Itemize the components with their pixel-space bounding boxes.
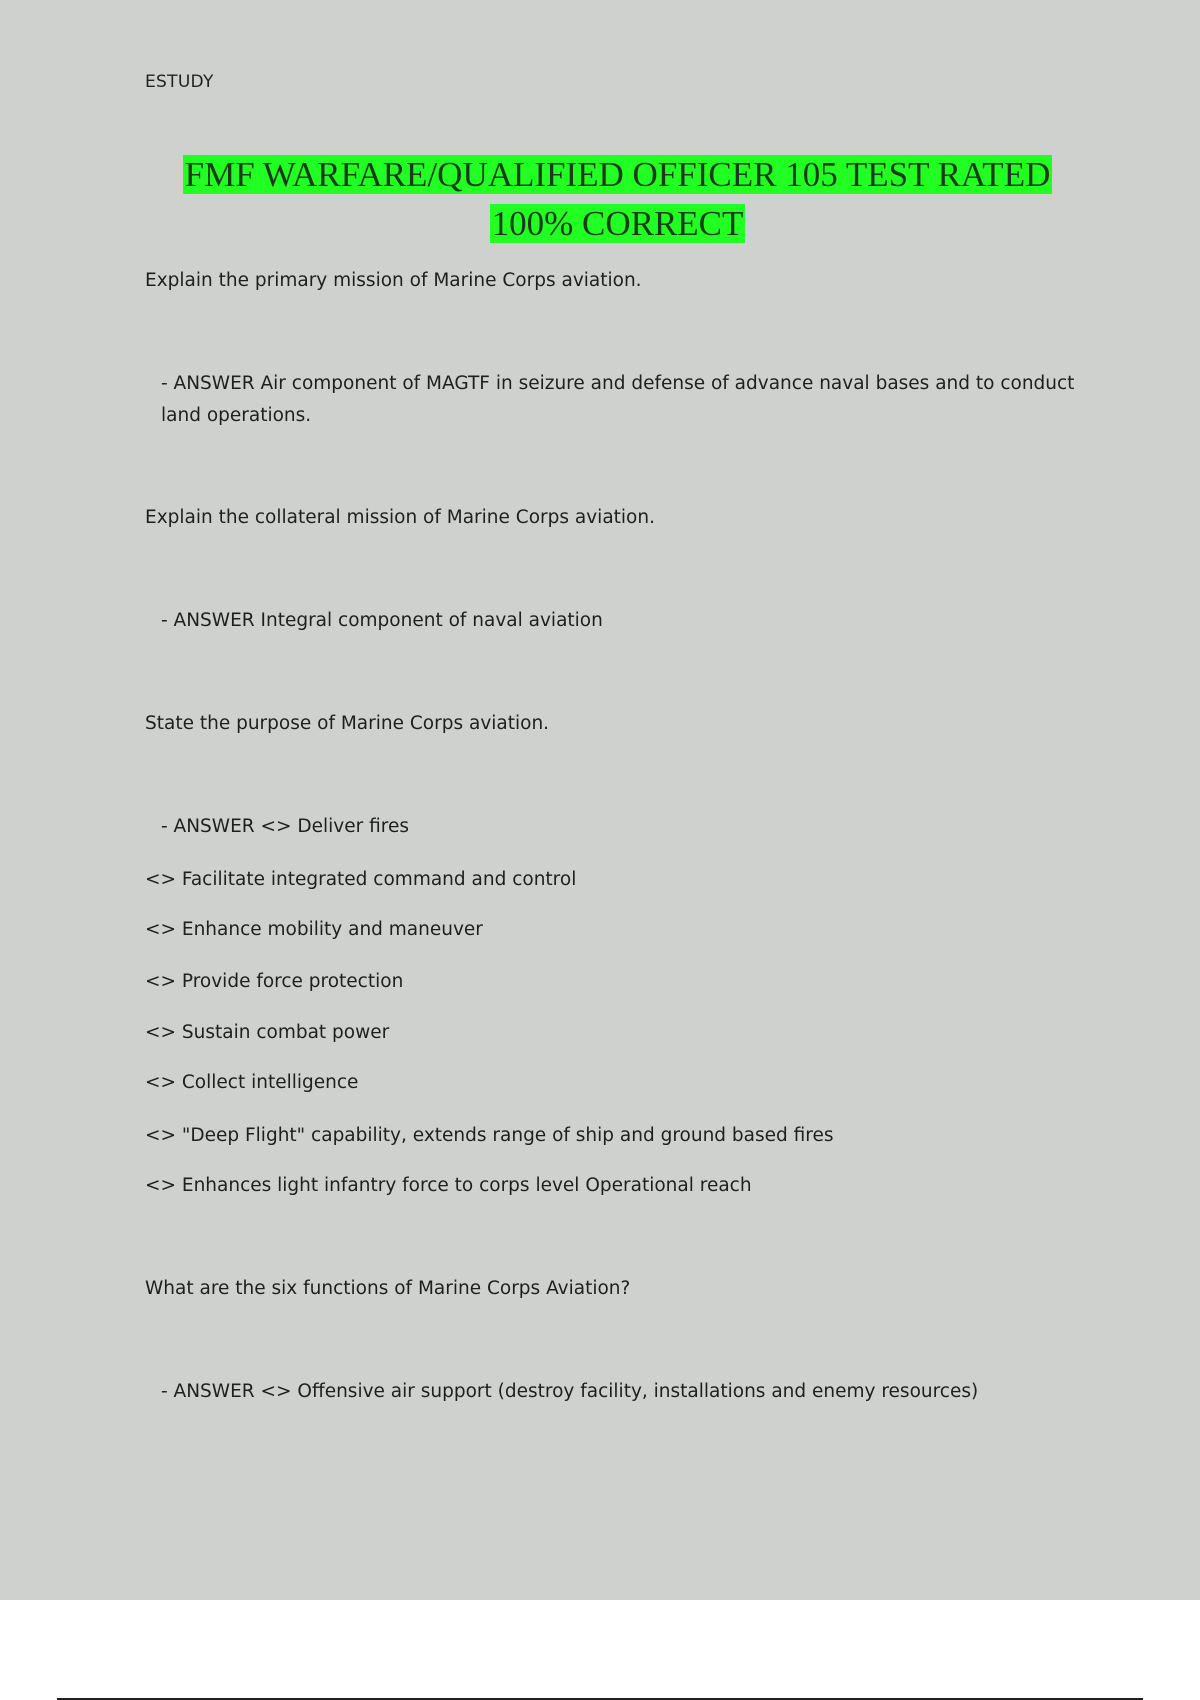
list-item: <> Provide force protection [145, 971, 404, 992]
page-header: ESTUDY [145, 72, 214, 92]
question-text: What are the six functions of Marine Corps Aviation? [145, 1278, 631, 1299]
list-item: <> Facilitate integrated command and control [145, 869, 577, 890]
answer-text: - ANSWER Air component of MAGTF in seizure and defense of advance naval bases and to conduct land operations. [161, 373, 1075, 426]
list-item: <> Enhance mobility and maneuver [145, 919, 483, 940]
question-text: Explain the collateral mission of Marine Corps aviation. [145, 507, 655, 528]
list-item: <> Enhances light infantry force to corps level Operational reach [145, 1175, 752, 1196]
list-item: <> Collect intelligence [145, 1072, 359, 1093]
title-line-1: FMF WARFARE/QUALIFIED OFFICER 105 TEST RATED [184, 155, 1051, 194]
answer-text: - ANSWER <> Deliver fires [161, 816, 409, 837]
document-title [140, 150, 1095, 248]
question-text: Explain the primary mission of Marine Corps aviation. [145, 270, 642, 291]
answer-text: - ANSWER <> Offensive air support (destroy facility, installations and enemy resources) [161, 1381, 979, 1402]
list-item: <> "Deep Flight" capability, extends range of ship and ground based fires [145, 1125, 834, 1146]
title-line-2: 100% CORRECT [491, 204, 744, 243]
question-text: State the purpose of Marine Corps aviation. [145, 713, 550, 734]
answer-text: - ANSWER Integral component of naval aviation [161, 610, 603, 631]
list-item: <> Sustain combat power [145, 1022, 390, 1043]
